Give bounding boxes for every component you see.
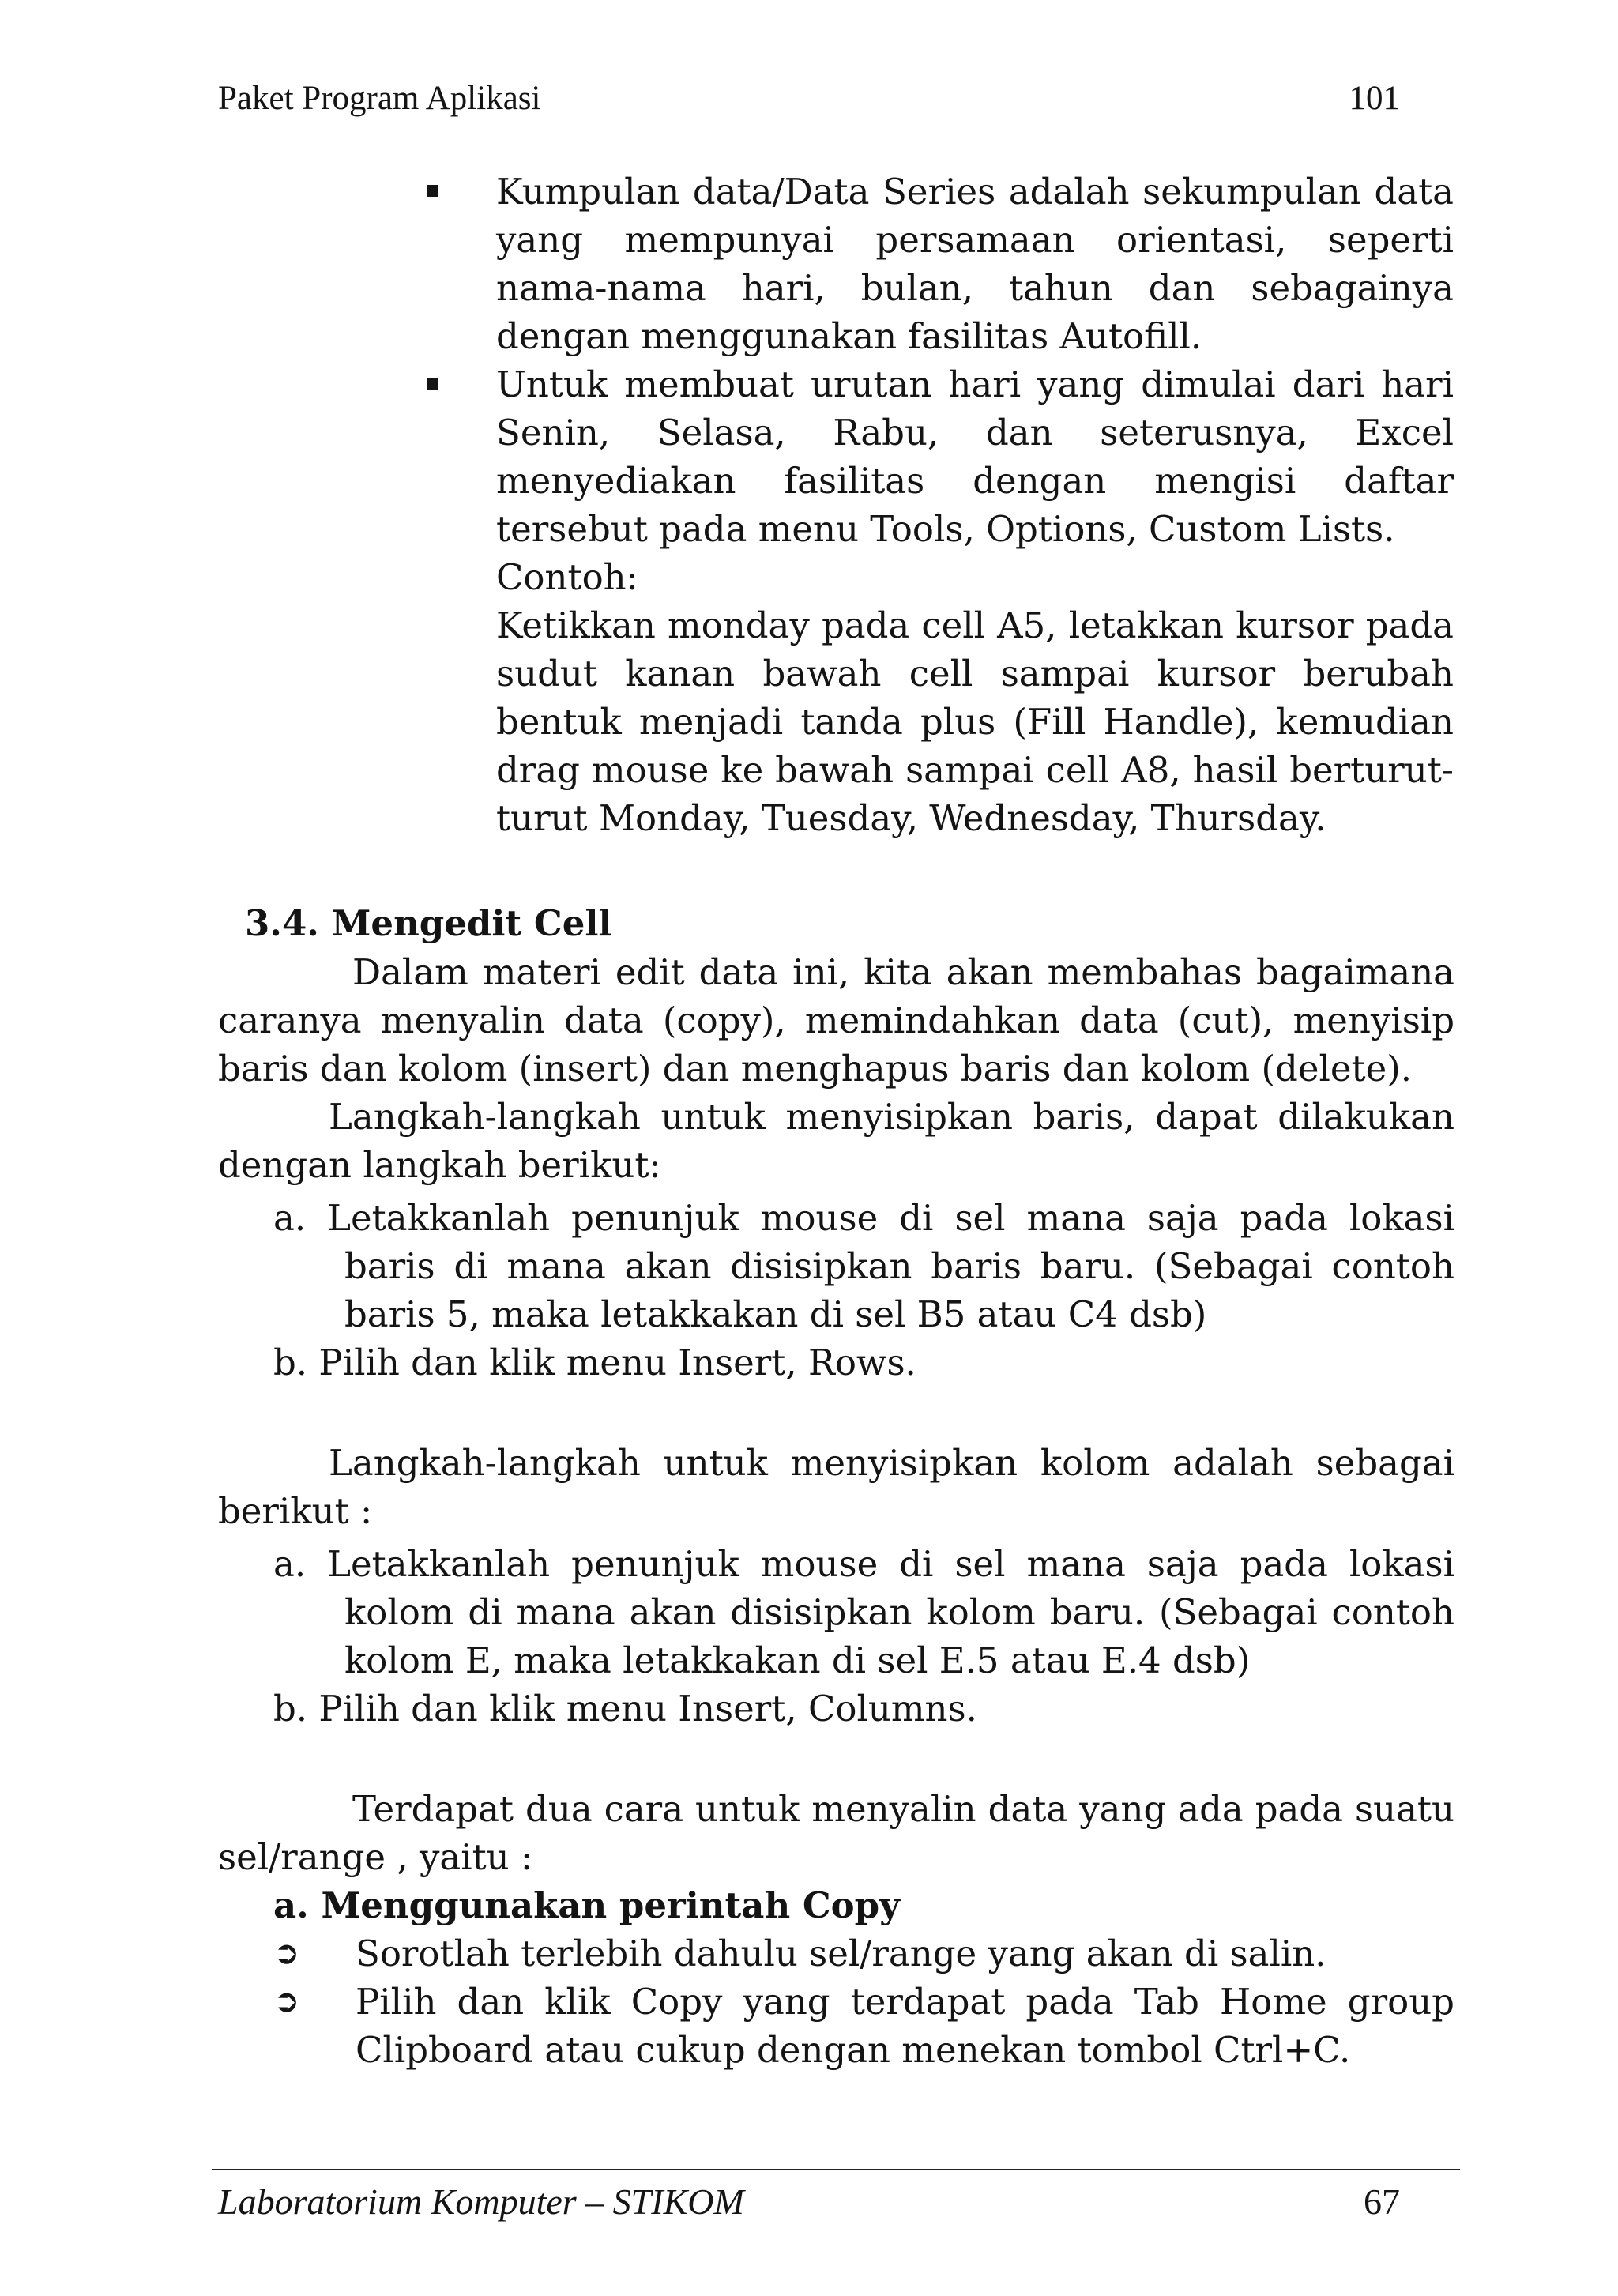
footer-divider	[212, 2169, 1460, 2170]
cols-step: b. Pilih dan klik menu Insert, Columns.	[273, 1688, 977, 1730]
copy-steps-list	[218, 1929, 1454, 2074]
bullet-item	[411, 360, 1454, 842]
copy-intro-paragraph: Terdapat dua cara untuk menyalin data yang ada pada suatu sel/range , yaitu :	[218, 1788, 1454, 1878]
bullet-item	[411, 167, 1454, 360]
rows-steps-list	[218, 1194, 1454, 1387]
footer-title: Laboratorium Komputer – STIKOM	[218, 2181, 744, 2222]
intro-paragraph: Dalam materi edit data ini, kita akan membahas bagaimana caranya menyalin data (copy), memindahkan data (cut), menyisip baris dan kolom (insert) dan menghapus baris dan kolom (delete).	[218, 951, 1454, 1090]
copy-step-text: Pilih dan klik Copy yang terdapat pada Tab Home group Clipboard atau cukup dengan menekan tombol Ctrl+C.	[356, 1981, 1454, 2071]
cols-step: a. Letakkanlah penunjuk mouse di sel mana saja pada lokasi kolom di mana akan disisipkan kolom baru. (Sebagai contoh kolom E, maka letakkakan di sel E.5 atau E.4 dsb)	[273, 1543, 1454, 1681]
cols-intro-paragraph: Langkah-langkah untuk menyisipkan kolom adalah sebagai berikut :	[218, 1442, 1454, 1532]
arrow-right-bullet-icon: ➲	[273, 1983, 300, 2019]
cols-steps-list	[218, 1540, 1454, 1733]
header-page-number: 101	[1349, 80, 1400, 117]
header-title: Paket Program Aplikasi	[218, 80, 541, 117]
example-label: Contoh:	[496, 556, 638, 598]
copy-step	[218, 1929, 1454, 1978]
copy-step-text: Sorotlah terlebih dahulu sel/range yang akan di salin.	[356, 1933, 1326, 1974]
arrow-right-bullet-icon: ➲	[273, 1935, 300, 1971]
rows-step: b. Pilih dan klik menu Insert, Rows.	[273, 1342, 916, 1383]
square-bullet-icon	[427, 378, 438, 390]
bullet-text: Untuk membuat urutan hari yang dimulai dari hari Senin, Selasa, Rabu, dan seterusnya, Excel menyediakan fasilitas dengan mengisi daftar tersebut pada menu Tools, Options, Custom Lists.	[496, 363, 1454, 550]
page-header	[218, 79, 1400, 118]
section-body	[218, 948, 1454, 2074]
section-title: 3.4. Mengedit Cell	[245, 902, 612, 944]
copy-step	[218, 1978, 1454, 2074]
footer-page-number: 67	[1364, 2181, 1400, 2222]
copy-heading: a. Menggunakan perintah Copy	[273, 1884, 901, 1926]
rows-step: a. Letakkanlah penunjuk mouse di sel mana saja pada lokasi baris di mana akan disisipkan baris baru. (Sebagai contoh baris 5, maka letakkakan di sel B5 atau C4 dsb)	[273, 1197, 1454, 1335]
example-text: Ketikkan monday pada cell A5, letakkan kursor pada sudut kanan bawah cell sampai kursor berubah bentuk menjadi tanda plus (Fill Handle), kemudian drag mouse ke bawah sampai cell A8, hasil berturut-turut Monday, Tuesday, Wednesday, Thursday.	[496, 604, 1454, 839]
square-bullet-icon	[427, 185, 438, 197]
bullet-text: Kumpulan data/Data Series adalah sekumpulan data yang mempunyai persamaan orientasi, seperti nama-nama hari, bulan, tahun dan sebagainya dengan menggunakan fasilitas Autofill.	[496, 171, 1454, 357]
bullet-list	[411, 167, 1454, 842]
page-footer	[218, 2181, 1400, 2223]
rows-intro-paragraph: Langkah-langkah untuk menyisipkan baris, dapat dilakukan dengan langkah berikut:	[218, 1096, 1454, 1186]
